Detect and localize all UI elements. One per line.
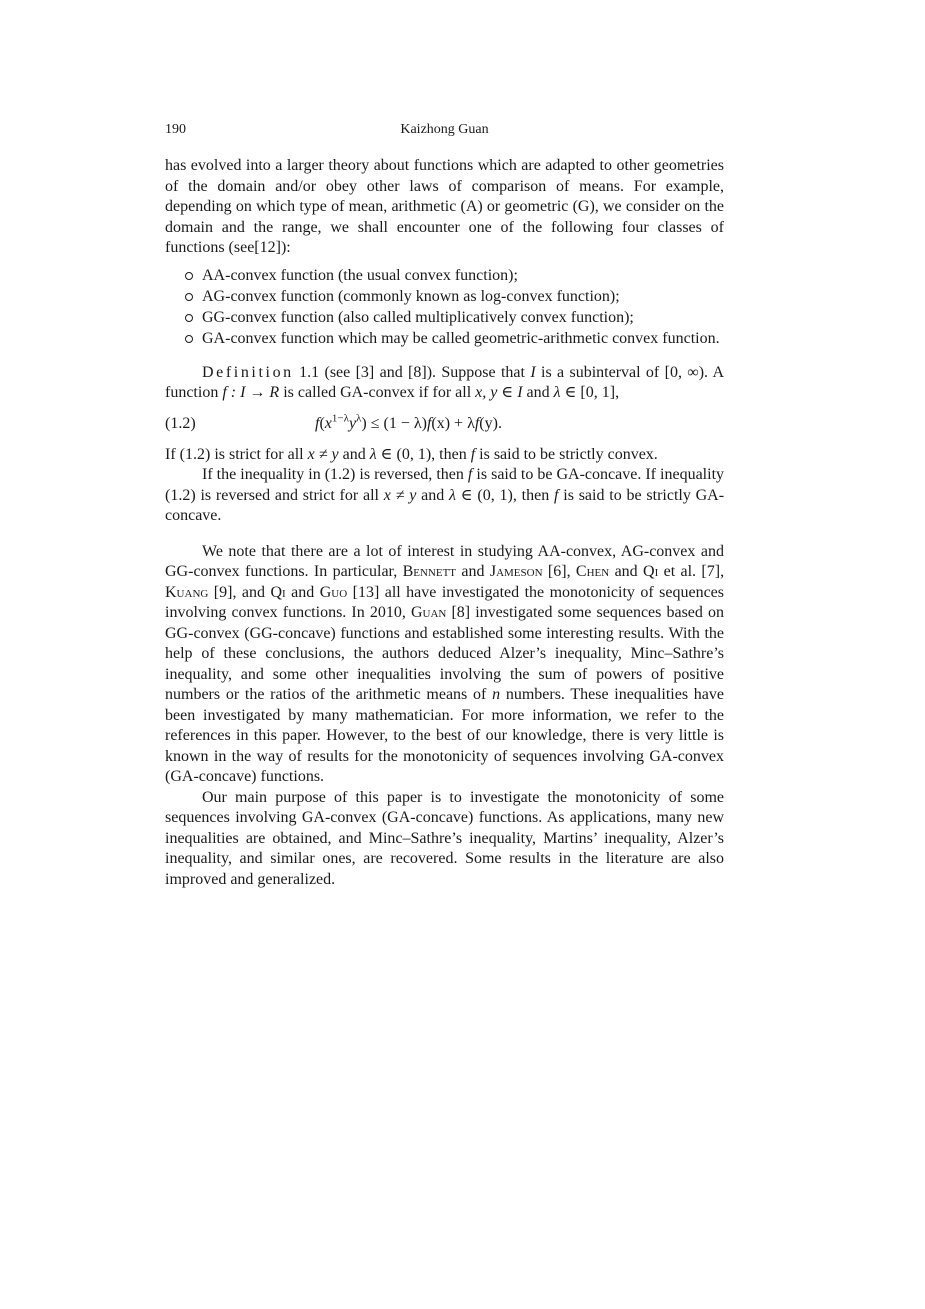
ga-concave-paragraph: If the inequality in (1.2) is reversed, then f is said to be GA-concave. If inequality (1.2) is reversed and strict for all x ≠ y and λ ∈ (0, 1), then f is said to be strictly GA-concave. <box>165 466 725 524</box>
equation-number: (1.2) <box>165 414 196 432</box>
equation-body: $f(x^{1-\lambda}y^\lambda) \le (1 - \lambda)f(x) + \lambda f(y)$. <box>315 412 502 432</box>
intro-paragraph: has evolved into a larger theory about functions which are adapted to other geometries of the domain and/or obey other laws of comparison of means. For example, depending on which type of mean, arithmetic (A) or geometric (G), we consider on the domain and the range, we shall encounter one of the following four classes of functions (see[12]): <box>165 157 724 256</box>
page-header <box>165 122 724 142</box>
function-classes-list <box>165 265 724 349</box>
circle-bullet-icon <box>185 335 193 343</box>
running-head: Kaizhong Guan <box>400 122 489 137</box>
list-item: AA-convex function (the usual convex function); <box>165 265 724 286</box>
circle-bullet-icon <box>185 293 193 301</box>
author-name: Guan <box>410 604 447 621</box>
body-text <box>165 156 724 890</box>
author-name: Bennett <box>402 563 457 580</box>
author-name: Jameson <box>489 563 543 580</box>
definition-label: Definition <box>202 363 294 381</box>
circle-bullet-icon <box>185 272 193 280</box>
page-number: 190 <box>165 122 186 137</box>
list-item: GG-convex function (also called multiplicatively convex function); <box>165 307 724 328</box>
purpose-paragraph: Our main purpose of this paper is to investigate the monotonicity of some sequences involving GA-convex (GA-concave) functions. As applications, many new inequalities are obtained, and Minc–Sathre’s inequality, Martins’ inequality, Alzer’s inequality, and similar ones, are recovered. Some results in the literature are also improved and generalized. <box>165 788 724 888</box>
author-name: Qi <box>643 563 659 580</box>
definition-1-1: Definition 1.1 (see [3] and [8]). Suppose that I is a subinterval of [0, ∞). A function f : I → R is called GA-convex if for all x, y ∈ I and λ ∈ [0, 1], <box>165 363 725 401</box>
related-work-paragraph: We note that there are a lot of interest in studying AA-convex, AG-convex and GG-convex functions. In particular, Bennett and Jameson [6], Chen and Qi et al. [7], Kuang [9], and Qi and Guo [13] all have investigated the monotonicity of sequences involving convex functions. In 2010, Guan [8] investigated some sequences based on GG-convex (GG-concave) functions and established some interesting results. With the help of these conclusions, the authors deduced Alzer’s inequality, Minc–Sathre’s inequality, and some other inequalities involving the sum of powers of positive numbers or the ratios of the arithmetic means of n numbers. These inequalities have been investigated by many mathematician. For more information, we refer to the references in this paper. However, to the best of our knowledge, there is very little is known in the way of results for the monotonicity of sequences involving GA-convex (GA-concave) functions. <box>165 542 725 785</box>
author-name: Qi <box>270 583 286 601</box>
author-name: Chen <box>575 563 610 580</box>
author-name: Guo <box>319 583 348 601</box>
strict-convex-paragraph: If (1.2) is strict for all x ≠ y and λ ∈ (0, 1), then f is said to be strictly convex. <box>165 445 658 463</box>
circle-bullet-icon <box>185 314 193 322</box>
list-item: GA-convex function which may be called geometric-arithmetic convex function. <box>165 328 724 349</box>
list-item: AG-convex function (commonly known as log-convex function); <box>165 286 724 307</box>
equation-1-2 <box>165 414 724 436</box>
author-name: Kuang <box>165 583 209 601</box>
